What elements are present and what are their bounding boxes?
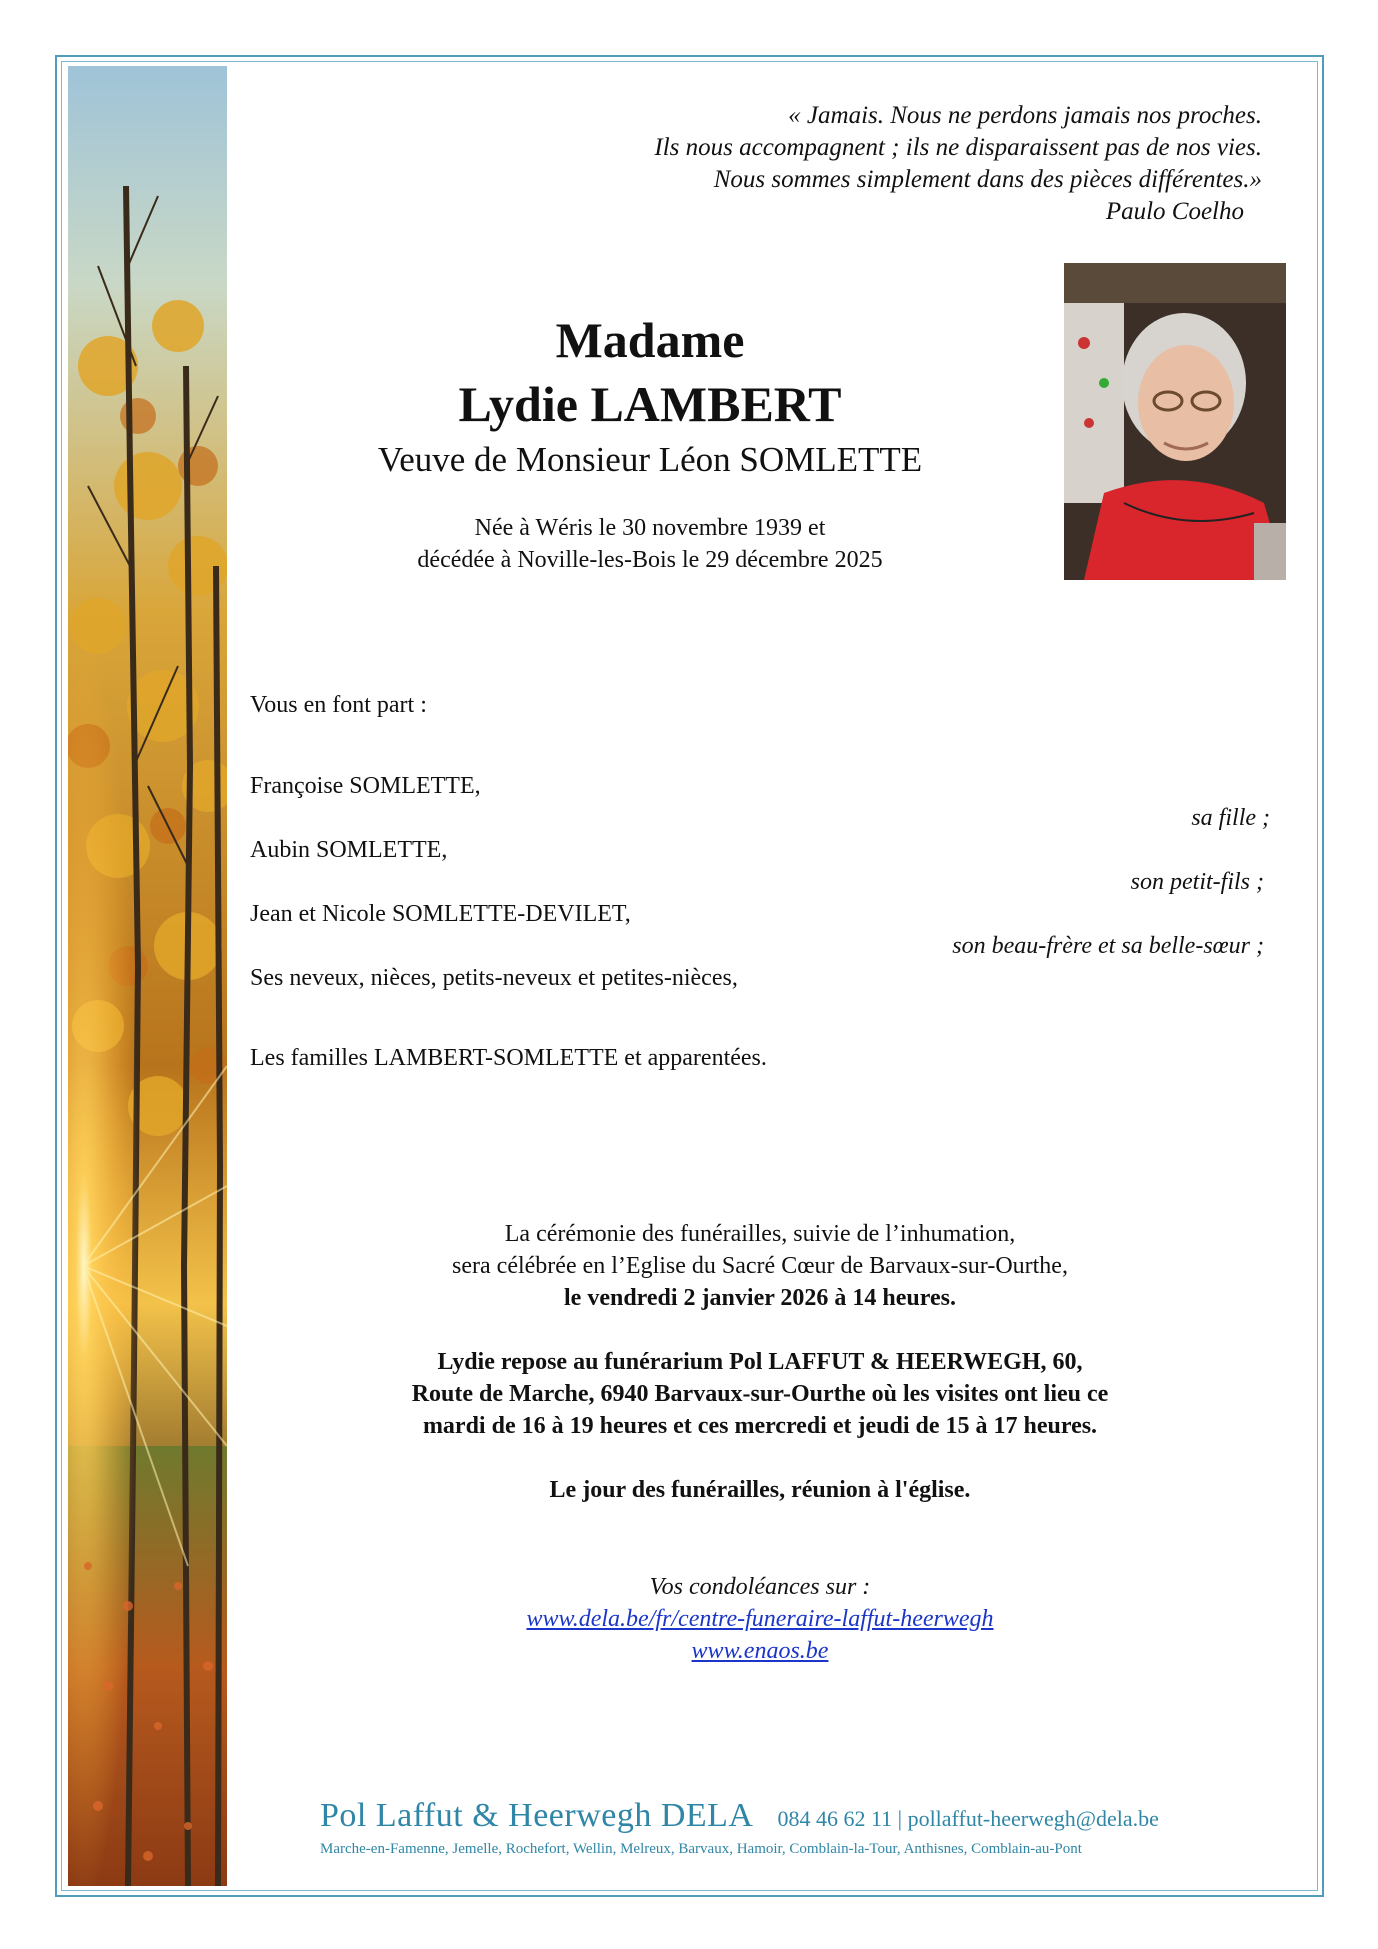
quote-line: Nous sommes simplement dans des pièces différentes.»: [713, 166, 1262, 193]
deceased-title: Madame: [555, 312, 745, 368]
ceremony-line: sera célébrée en l’Eglise du Sacré Cœur de Barvaux-sur-Ourthe,: [452, 1253, 1068, 1279]
birth-death-dates: [250, 512, 1050, 576]
death-line: décédée à Noville-les-Bois le 29 décembre 2025: [417, 547, 883, 573]
families-line: Les familles LAMBERT-SOMLETTE et apparentées.: [250, 1045, 767, 1071]
meeting-line: Le jour des funérailles, réunion à l'église.: [549, 1477, 971, 1503]
family-member-relation: son petit-fils ;: [1130, 869, 1264, 895]
quote-line: « Jamais. Nous ne perdons jamais nos proches.: [788, 102, 1262, 129]
funeral-home-brand: Pol Laffut & Heerwegh DELA: [320, 1797, 754, 1834]
funeral-home-contact: 084 46 62 11 | pollaffut-heerwegh@dela.be: [777, 1806, 1159, 1831]
family-member-name: Françoise SOMLETTE,: [250, 773, 481, 799]
funeral-home-locations: Marche-en-Famenne, Jemelle, Rochefort, Wellin, Melreux, Barvaux, Hamoir, Comblain-la-Tour, Anthisnes, Comblain-au-Pont: [320, 1841, 1082, 1857]
portrait-photo: [1064, 263, 1286, 580]
announcement-intro: Vous en font part :: [250, 692, 427, 718]
visitation-line: Route de Marche, 6940 Barvaux-sur-Ourthe où les visites ont lieu ce: [411, 1381, 1109, 1407]
enaos-link[interactable]: www.enaos.be: [691, 1638, 829, 1664]
deceased-name: Lydie LAMBERT: [458, 376, 842, 432]
condolences-label: Vos condoléances sur :: [649, 1574, 871, 1600]
ceremony-date: le vendredi 2 janvier 2026 à 14 heures.: [564, 1285, 956, 1311]
visitation-block: [250, 1346, 1270, 1442]
visitation-line: mardi de 16 à 19 heures et ces mercredi et jeudi de 15 à 17 heures.: [422, 1413, 1098, 1439]
funeral-home-footer: [320, 1797, 1220, 1858]
ceremony-line: La cérémonie des funérailles, suivie de l’inhumation,: [504, 1221, 1016, 1247]
visitation-line: Lydie repose au funérarium Pol LAFFUT & HEERWEGH, 60,: [437, 1349, 1083, 1375]
family-member-relation: sa fille ;: [1191, 805, 1270, 831]
condolences-block: [250, 1571, 1270, 1667]
autumn-forest-image: [68, 66, 227, 1886]
birth-line: Née à Wéris le 30 novembre 1939 et: [474, 515, 826, 541]
family-member-name: Aubin SOMLETTE,: [250, 837, 448, 863]
widow-of-line: Veuve de Monsieur Léon SOMLETTE: [377, 440, 923, 479]
family-member-name: Ses neveux, nièces, petits-neveux et petites-nièces,: [250, 965, 738, 991]
epigraph-quote: [362, 100, 1262, 228]
dela-condolences-link[interactable]: www.dela.be/fr/centre-funeraire-laffut-heerwegh: [526, 1606, 994, 1632]
quote-author: Paulo Coelho: [1105, 198, 1244, 225]
family-member-name: Jean et Nicole SOMLETTE-DEVILET,: [250, 901, 631, 927]
quote-line: Ils nous accompagnent ; ils ne disparaissent pas de nos vies.: [654, 134, 1262, 161]
deceased-heading: [250, 308, 1050, 436]
family-member-relation: son beau-frère et sa belle-sœur ;: [952, 933, 1264, 959]
ceremony-block: [250, 1218, 1270, 1314]
